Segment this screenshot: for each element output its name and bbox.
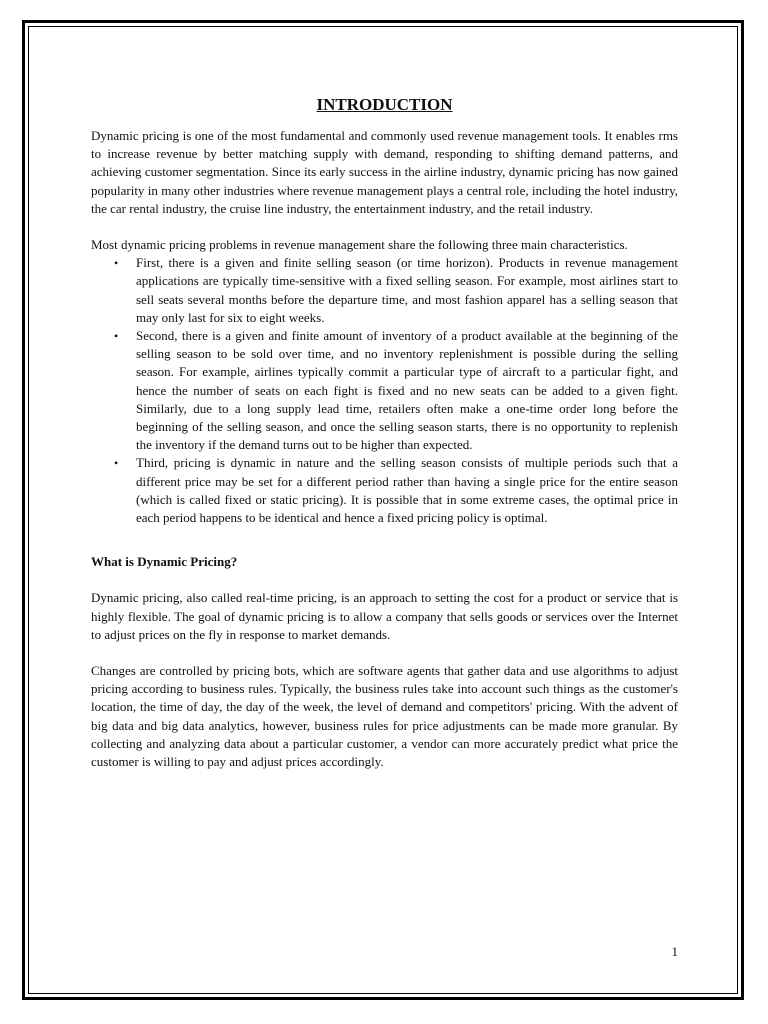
list-item-text: Second, there is a given and finite amount of inventory of a product available at the beginning of the selling season to be sold over time, and no inventory replenishment is possible during the selling season. For example, airlines typically commit a particular type of aircraft to a particular fight, and hence the number of seats on each fight is fixed and no new seats can be added to a given fight. Similarly, due to a long supply lead time, retailers often make a one-time order long before the beginning of the selling season, and once the selling season starts, there is no opportunity to replenish the inventory if the demand turns out to be higher than expected. <box>136 328 678 453</box>
list-item <box>114 327 678 454</box>
intro-paragraph-1: Dynamic pricing is one of the most fundamental and commonly used revenue management tools. It enables rms to increase revenue by better matching supply with demand, responding to shifting demand patterns, and achieving customer segmentation. Since its early success in the airline industry, dynamic pricing has now gained popularity in many other industries where revenue management plays a central role, including the hotel industry, the car rental industry, the cruise line industry, the entertainment industry, and the retail industry. <box>91 128 678 216</box>
document-body <box>91 94 678 789</box>
page-title: INTRODUCTION <box>316 95 453 114</box>
characteristics-list <box>91 254 678 527</box>
list-item <box>114 254 678 327</box>
bullet-icon: • <box>114 256 119 271</box>
list-item <box>114 454 678 527</box>
section-paragraph-2: Changes are controlled by pricing bots, which are software agents that gather data and use algorithms to adjust pricing according to business rules. Typically, the business rules take into account such things as the customer's location, the time of day, the day of the week, the level of demand and competitors' pricing. With the advent of big data and big data analytics, however, business rules for price adjustments can be made more granular. By collecting and analyzing data about a particular customer, a vendor can more accurately predict what price the customer is willing to pay and adjust prices accordingly. <box>91 663 678 770</box>
section-paragraph-1: Dynamic pricing, also called real-time pricing, is an approach to setting the cost for a product or service that is highly flexible. The goal of dynamic pricing is to allow a company that sells goods or services over the Internet to adjust prices on the fly in response to market demands. <box>91 590 678 642</box>
page-number: 1 <box>671 944 678 959</box>
bullet-icon: • <box>114 456 119 471</box>
section-heading: What is Dynamic Pricing? <box>91 554 238 570</box>
list-item-text: First, there is a given and finite selling season (or time horizon). Products in revenue management applications are typically time-sensitive with a fixed selling season. For example, most airlines start to sell seats several months before the departure time, and most fashion apparel has a selling season that may only last for six to eight weeks. <box>136 255 678 325</box>
bullet-icon: • <box>114 329 119 344</box>
list-item-text: Third, pricing is dynamic in nature and the selling season consists of multiple periods such that a different price may be set for a different period rather than having a single price for the entire season (which is called fixed or static pricing). It is possible that in some extreme cases, the optimal price in each period happens to be identical and hence a fixed pricing policy is optimal. <box>136 455 678 526</box>
intro-paragraph-2: Most dynamic pricing problems in revenue management share the following three main characteristics. <box>91 237 628 253</box>
